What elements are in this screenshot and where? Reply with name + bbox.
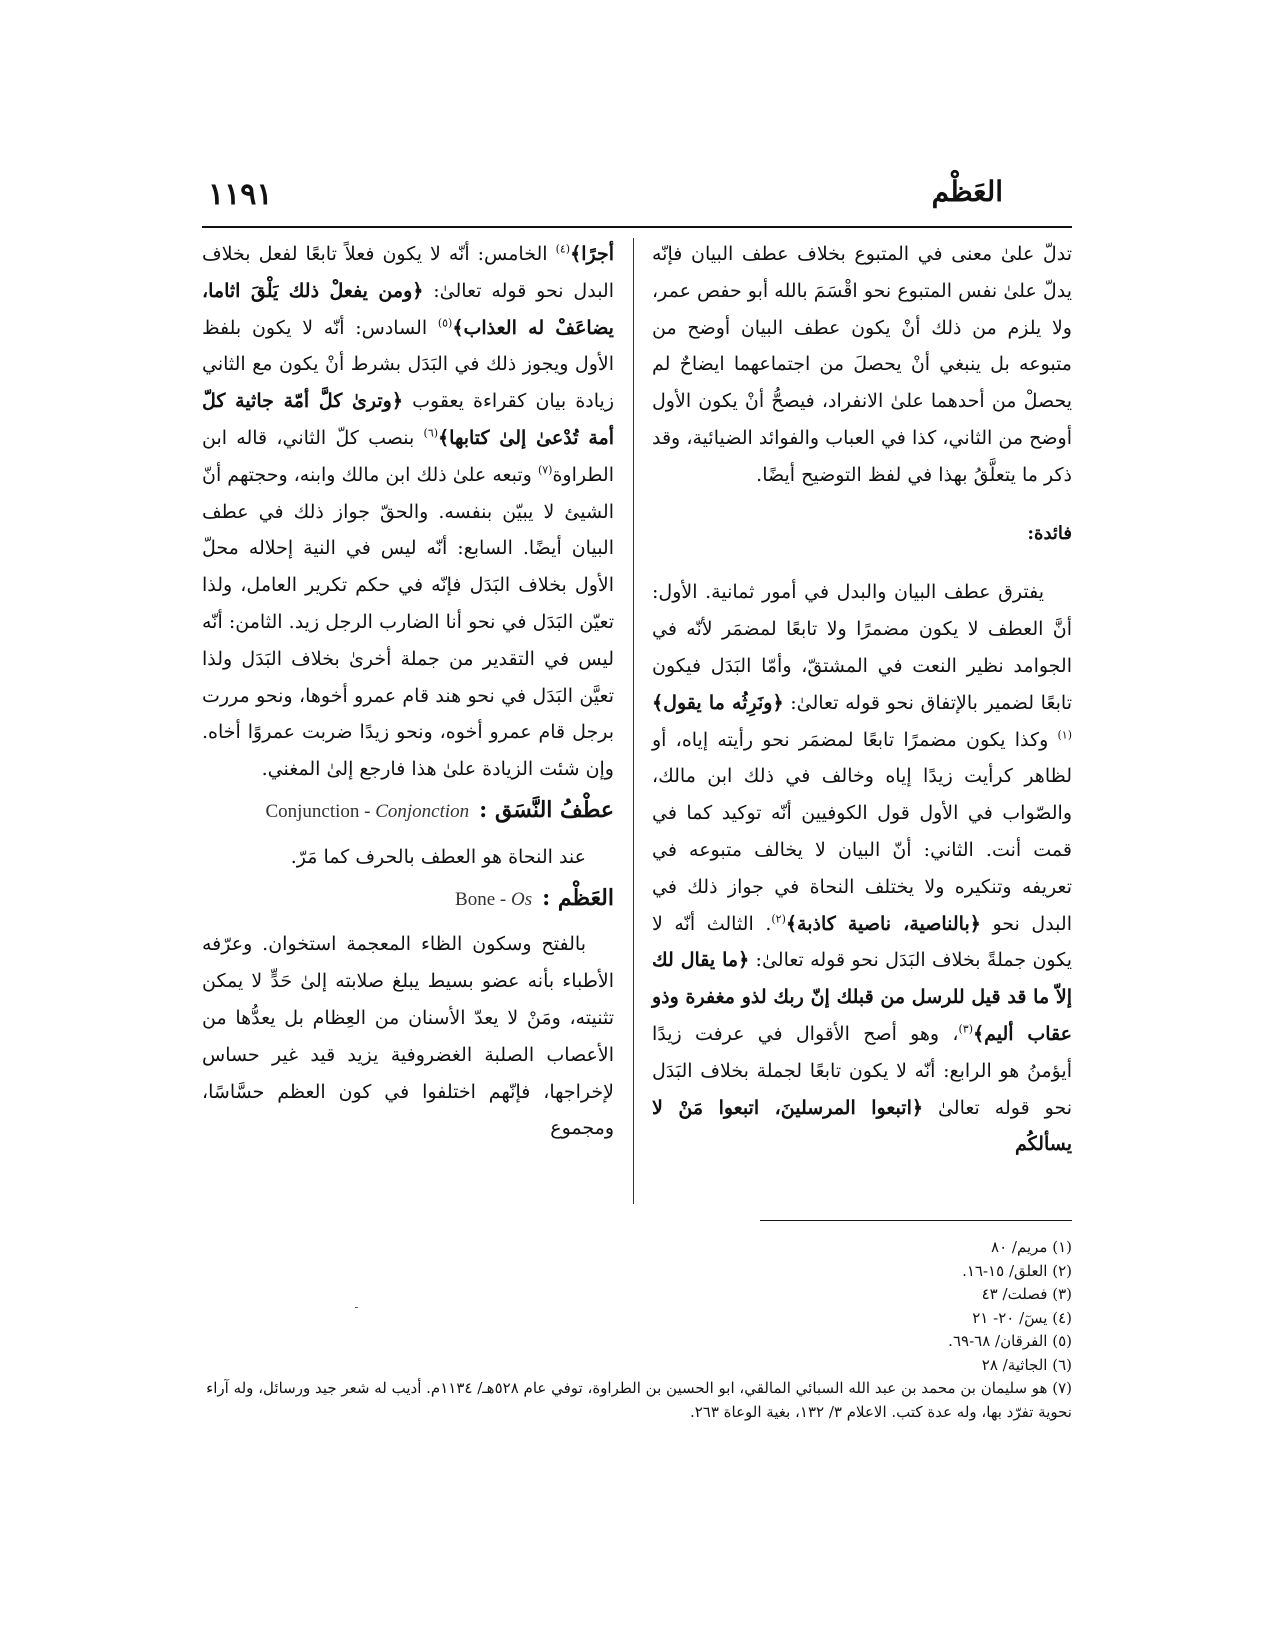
faida-heading: فائدة: [1027,522,1072,544]
quran-quote-2: ﴿بالناصية، ناصية كاذبة﴾ [785,912,981,935]
entry-conjunction [202,792,614,831]
text-run: يفترق عطف البيان والبدل في أمور ثمانية. الأول: أنَّ العطف لا يكون مضمرًا ولا تابعًا لمضمَر لأنّه في الجوامد نظير النعت في المشتقّ، وأمّا البَدَل فيكون تابعًا لضمير بالإتفاق نحو قوله تعالىٰ: [652,581,1072,714]
entry-term-separator: - [359,800,376,822]
footnote-7: (٧) هو سليمان بن محمد بن عبد الله السبائي المالقي، ابو الحسين بن الطراوة، توفي عام ٥٢٨هـ/ ١١٣٤م. أديب له شعر جيد ورسائل، وله آراء نحوية تفرّد بها، وله عدة كتب. الاعلام ٣/ ١٣٢، بغية الوعاة ٢٦٣. [206,1379,1072,1421]
quran-quote-4-end: أجرًا﴾ [570,243,614,265]
footnote-ref-5: (٥) [437,316,453,330]
quran-quote-4: ﴿اتبعوا المرسلينَ، اتبعوا مَنْ لا يسألكُم [652,1096,1072,1156]
text-run: السادس: أنّه لا يكون بلفظ الأول ويجوز ذلك في البَدَل بشرط أنْ يكون مع الثاني زيادة بيان كقراءة يعقوب [202,316,614,413]
footnote-ref-2: (٢) [771,912,786,926]
footnotes [202,1236,1072,1424]
right-column [652,236,1072,1163]
quran-quote-3: ﴿ما يقال لك إلاّ ما قد قيل للرسل من قبلك إنّ ربك لذو مغفرة وذو عقاب أليم﴾ [652,949,1072,1045]
footnote-2: (٢) العلق/ ١٥-١٦. [962,1261,1072,1280]
page-number: ١١٩١ [208,177,273,212]
footnote-4: (٤) يسٓ/ ٢٠- ٢١ [972,1308,1072,1327]
text-run: وكذا يكون مضمرًا تابعًا لمضمَر نحو رأيته إياه، أو لظاهر كرأيت زيدًا إياه وخالف في ذلك ابن مالك، والصّواب في الأول قول الكوفيين أنّه توكيد كما في قمت أنت. الثاني: أنّ البيان لا يخالف متبوعه في تعريفه وتنكيره ولا يختلف النحاة في جواز ذلك في البدل نحو [652,728,1072,935]
footnote-6: (٦) الجاثية/ ٢٨ [981,1355,1072,1374]
quran-quote-5: ﴿ومن يفعلْ ذلك يَلْقَ اثاما، يضاعَفْ له العذاب﴾ [202,279,614,339]
text-run: ، وهو أصح الأقوال في عرفت زيدًا أيؤمنُ هو الرابع: أنّه لا يكون تابعًا لجملة بخلاف البَدَل نحو قوله تعالىٰ [652,1022,1072,1119]
footnote-rule [760,1220,1072,1221]
footnote-5: (٥) الفرقان/ ٦٨-٦٩. [948,1332,1072,1350]
entry-conjunction-definition: عند النحاة هو العطف بالحرف كما مَرّ. [290,845,586,868]
print-speck [355,1307,358,1308]
footnote-ref-1: (١) [1057,728,1072,742]
footnote-ref-3: (٣) [958,1022,973,1036]
entry-term-french: Conjonction [375,800,470,822]
paragraph-differences-continued [202,236,614,788]
entry-term-english: Conjunction [265,800,360,822]
text-run: . الثالث أنّه لا يكون جملةً بخلاف البَدَل نحو قوله تعالىٰ: [652,912,1072,972]
entry-term-arabic: عطْفُ النَّسَق : [479,796,614,823]
text-run: وتبعه علىٰ ذلك ابن مالك وابنه، وحجتهم أنّ الشيئ لا يبيّن بنفسه. والحقّ جواز ذلك في عطف البيان أيضًا. السابع: أنّه ليس في النية إحلاله محلّ الأول بخلاف البَدَل فإنّه في حكم تكرير العامل، ولذا تعيّن البَدَل في نحو أنا الضارب الرجل زيد. الثامن: أنّه ليس في التقدير من جملة أخرىٰ بخلاف البَدَل ولذا تعيَّن البَدَل في نحو هند قام عمرو أخوها، ونحو مررت برجل قام عمرو أخوه، ونحو زيدًا ضربت عمروًا أخاه. وإن شئت الزيادة علىٰ هذا فارجع إلىٰ المغني. [202,463,614,781]
entry-term-translation [455,882,532,919]
column-divider [633,238,634,1204]
text-run: بنصب كلّ الثاني، قاله ابن الطراوة [202,426,614,486]
entry-bone [202,880,614,919]
header-rule [202,226,1072,228]
quran-quote-1: ﴿ونَرِثُه ما يقول﴾ [652,691,784,714]
footnote-ref-6: (٦) [423,426,439,440]
entry-term-arabic: العَظْم : [542,884,614,911]
running-title: العَظْم [931,175,1003,208]
entry-term-english: Bone [455,888,496,910]
left-column [202,236,614,1147]
paragraph-continuation: تدلّ علىٰ معنى في المتبوع بخلاف عطف البيان فإنّه يدلّ علىٰ نفس المتبوع نحو اقْسَمَ بالله أبو حفص عمر، ولا يلزم من ذلك أنْ يكون عطف البيان أوضح من متبوعه بل ينبغي أنْ يحصلَ من اجتماعهما ايضاحٌ لم يحصلْ من أحدهما علىٰ الانفراد، فيصحُّ أنْ يكون الأول أوضح من الثاني، كذا في العباب والفوائد الضيائية، وقد ذكر ما يتعلَّقُ بهذا في لفظ التوضيح أيضًا. [652,243,1072,486]
entry-term-separator: - [495,888,511,910]
paragraph-differences [652,574,1072,1163]
entry-term-translation [265,794,469,831]
footnote-ref-7: (٧) [537,463,553,477]
footnote-ref-4: (٤) [555,242,571,256]
entry-term-french: Os [510,888,533,910]
footnote-3: (٣) فصلت/ ٤٣ [981,1285,1072,1303]
entry-bone-definition: بالفتح وسكون الظاء المعجمة استخوان. وعرّفه الأطباء بأنه عضو بسيط يبلغ صلابته إلىٰ حَدٍّ لا يمكن تثنيته، ومَنْ لا يعدّ الأسنان من العِظام بل يعدُّها من الأعصاب الصلبة الغضروفية يزيد قيد غير حساس لإخراجها، فإنّهم اختلفوا في كون العظم حسَّاسًا، ومجموع [202,933,614,1140]
quran-quote-6: ﴿وترىٰ كلَّ أمّة جاثية كلّ أمة تُدْعىٰ إلىٰ كتابها﴾ [202,390,614,449]
footnote-1: (١) مريم/ ٨٠ [991,1238,1072,1256]
text-run: الخامس: أنّه لا يكون فعلاً تابعًا لفعل بخلاف البدل نحو قوله تعالىٰ: [202,243,614,302]
